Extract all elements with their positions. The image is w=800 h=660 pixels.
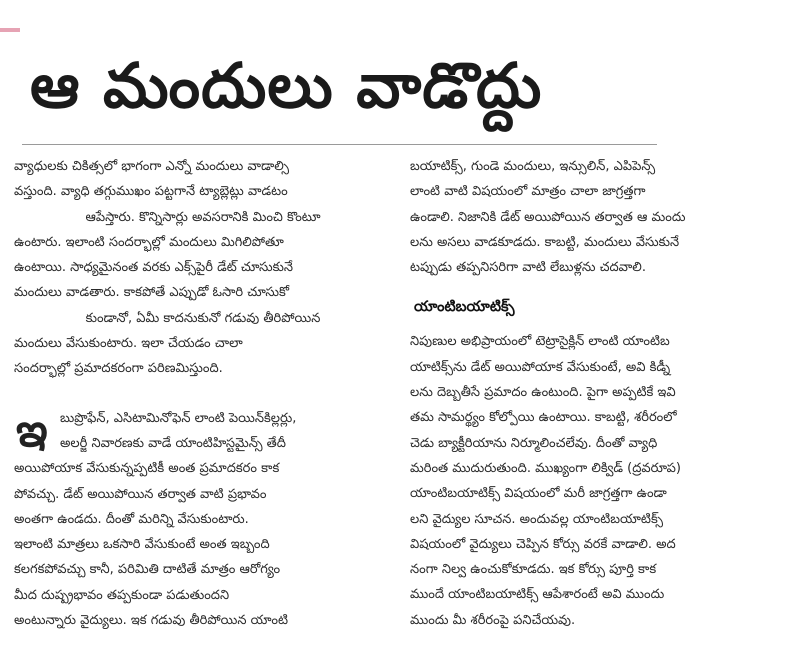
text-line: ముందే యాంటిబయాటిక్స్ ఆపేశారంటే అవి ముందు [410,587,665,603]
text-line: చెడు బ్యాక్టీరియాను నిర్మూలించలేవు. దీంతో వ్యాధి [410,435,658,451]
right-paragraph-1 [410,154,790,280]
text-line: మరింత ముదురుతుంది. ముఖ్యంగా లిక్విడ్ (ద్రవరూప) [410,460,681,476]
text-line: వ్యాధులకు చికిత్సలో భాగంగా ఎన్నో మందులు వాడాల్సి [14,159,290,174]
text-line: వస్తుంది. వ్యాధి తగ్గుముఖం పట్టగానే ట్యాబ్లెట్లు వాడటం [14,184,288,200]
left-paragraph-2 [14,402,392,634]
text-line: ఉండాలి. నిజానికి డేట్ అయిపోయిన తర్వాత ఆ మందు [410,209,686,225]
right-paragraph-2 [410,329,790,633]
subheading: యాంటిబయాటిక్స్ [414,299,515,316]
accent-bar [0,28,20,32]
text-line: విషయంలో వైద్యులు చెప్పిన కోర్సు వరకే వాడాలి. అద [410,536,676,552]
headline-rule [22,144,657,145]
text-line: ముందు మీ శరీరంపై పనిచేయవు. [410,612,576,628]
text-line: నంగా నిల్వ ఉంచుకోకూడదు. ఇక కోర్సు పూర్తి కాక [410,562,657,578]
text-line: మందులు వాడతారు. కాకపోతే ఎప్పుడో ఓసారి చూసుకో [14,285,290,301]
text-line: ఆపేస్తారు. కొన్నిసార్లు అవసరానికి మించి కొంటూ [85,209,321,225]
text-line: లను అసలు వాడకూడదు. కాబట్టి, మందులు వేసుకునే [410,234,680,250]
text-line: లాంటి వాటి విషయంలో మాత్రం చాలా జాగ్రత్తగా [410,184,646,200]
text-line: లను దెబ్బతీసే ప్రమాదం ఉంటుంది. పైగా అప్పటికే ఇవి [410,385,676,401]
headline: ఆ మందులు వాడొద్దు [30,49,543,122]
text-line: లని వైద్యుల సూచన. అందువల్ల యాంటిబయాటిక్స్ [410,511,664,527]
text-line: అలర్జీ నివారణకు వాడే యాంటిహిస్టమైన్స్ తేదీ [60,435,286,451]
text-line: సందర్భాల్లో ప్రమాదకరంగా పరిణమిస్తుంది. [14,361,223,377]
right-column [410,154,790,633]
drop-cap: ఇ [16,402,48,457]
text-line: తమ సామర్థ్యం కోల్పోయి ఉంటాయి. కాబట్టి, శరీరంలో [410,410,677,426]
text-line: బుప్రొఫేన్, ఎసిటామినోఫెన్ లాంటి పెయిన్‌కిల్లర్లు, [60,410,297,426]
text-line: కలగకపోవచ్చు కానీ, పరిమితి దాటితే మాత్రం ఆరోగ్యం [14,562,281,578]
text-line: అంతగా ఉండదు. దీంతో మరిన్ని వేసుకుంటారు. [14,511,249,527]
left-column [14,154,392,633]
text-line: పోవచ్చు. డేట్ అయిపోయిన తర్వాత వాటి ప్రభావం [14,486,267,502]
text-line: మందులు వేసుకుంటారు. ఇలా చేయడం చాలా [14,336,243,352]
text-line: టప్పుడు తప్పనిసరిగా వాటి లేబుళ్లను చదవాలి. [410,260,646,276]
text-line: ఉంటారు. ఇలాంటి సందర్భాల్లో మందులు మిగిలిపోతూ [14,234,284,250]
text-line: ఇలాంటి మాత్రలు ఒకసారి వేసుకుంటే అంత ఇబ్బంది [14,537,270,553]
text-line: అంటున్నారు వైద్యులు. ఇక గడువు తీరిపోయిన యాంటి [14,613,288,629]
left-paragraph-1 [14,154,392,382]
text-line: కుండానో, ఏమీ కాదనుకునో గడువు తీరిపోయిన [85,310,321,326]
text-line: యాంటిబయాటిక్స్ విషయంలో మరీ జాగ్రత్తగా ఉండా [410,486,667,502]
text-line: మీద దుష్ప్రభావం తప్పకుండా పడుతుందని [14,587,230,603]
text-line: అయిపోయాక వేసుకున్నప్పటికీ అంత ప్రమాదకరం కాక [14,461,280,477]
text-line: నిపుణుల అభిప్రాయంలో టెట్రాసైక్లిన్ లాంటి యాంటిబ [410,334,670,350]
text-line: ఉంటాయి. సాధ్యమైనంత వరకు ఎక్స్‌పైరీ డేట్ చూసుకునే [14,260,294,276]
text-line: బయాటిక్స్, గుండె మందులు, ఇన్సులిన్, ఎపిపెన్స్ [410,159,656,174]
text-line: యాటిక్స్‌ను డేట్ అయిపోయాక వేసుకుంటే, అవి కిడ్నీ [410,359,671,375]
